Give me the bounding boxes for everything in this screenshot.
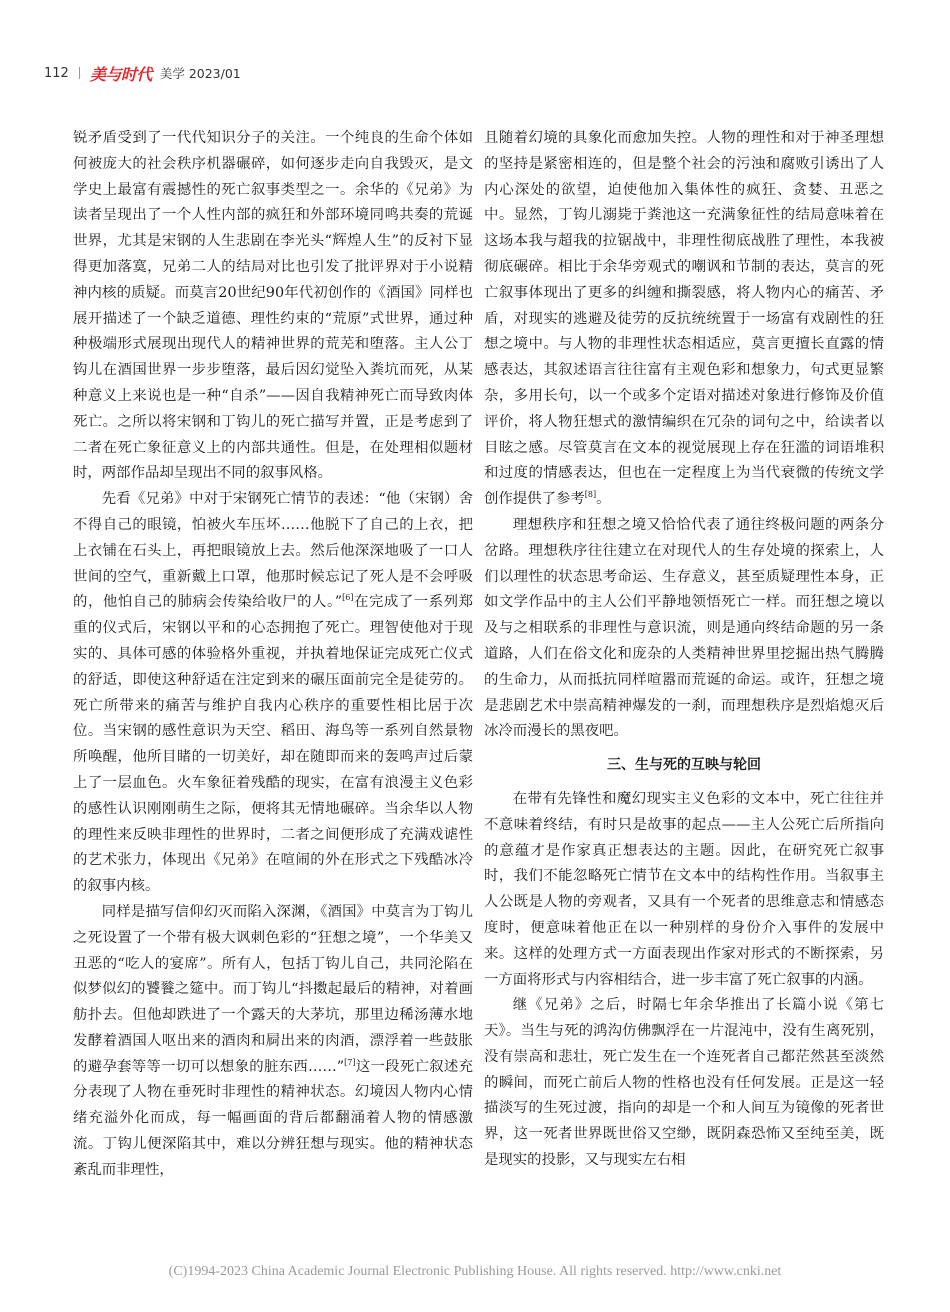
paragraph-text: 同样是描写信仰幻灭而陷入深渊，《酒国》中莫言为丁钩儿之死设置了一个带有极大讽刺色彩的“狂想之境”，一个华美又丑恶的“吃人的宴席”。所有人，包括丁钩儿自己，共同沦陷在似梦似幻的饕餮之筵中。而丁钩儿“抖擞起最后的精神，对着画舫扑去。但他却跌进了一个露天的大茅坑，那里边稀汤薄水地发酵着酒国人呕出来的酒肉和屙出来的肉酒，漂浮着一些鼓胀的避孕套等等一切可以想象的脏东西……”: [73, 903, 473, 1075]
paragraph: 理想秩序和狂想之境又恰恰代表了通往终极问题的两条分岔路。理想秩序往往建立在对现代人的生存处境的探索上，人们以理性的状态思考命运、生存意义，甚至质疑理性本身，正如文学作品中的主人公们平静地领悟死亡一样。而狂想之境以及与之相联系的非理性与意识流，则是通向终结命题的另一条道路，人们在俗文化和庞杂的人类精神世界里挖掘出热气腾腾的生命力，从而抵抗同样喧嚣而荒诞的命运。或许，狂想之境是悲剧艺术中崇高精神爆发的一刹，而理想秩序是烈焰熄灭后冰冷而漫长的黑夜吧。: [484, 516, 884, 740]
journal-logo: 美与时代: [89, 64, 152, 84]
paragraph: [484, 126, 884, 513]
header-divider: [79, 67, 80, 79]
paragraph-text: 先看《兄弟》中对于宋钢死亡情节的表述：“他（宋钢）舍不得自己的眼镜，怕被火车压坏……他脱下了自己的上衣，把上衣铺在石头上，再把眼镜放上去。然后他深深地吸了一口人世间的空气，重新戴上口罩，他那时候忘记了死人是不会呼吸的，他怕自己的肺病会传染给收尸的人。”: [73, 491, 473, 611]
paragraph: 锐矛盾受到了一代代知识分子的关注。一个纯良的生命个体如何被庞大的社会秩序机器碾碎，如何逐步走向自我毁灭，是文学史上最富有震撼性的死亡叙事类型之一。余华的《兄弟》为读者呈现出了一个人性内部的疯狂和外部环境同鸣共奏的荒诞世界，尤其是宋钢的人生悲剧在李光头“辉煌人生”的反衬下显得更加落寞，兄弟二人的结局对比也引发了批评界对于小说精神内核的质疑。而莫言20世纪90年代初创作的《酒国》同样也展开描述了一个缺乏道德、理性约束的“荒原”式世界，通过种种极端形式展现出现代人的精神世界的荒芜和堕落。主人公丁钩儿在酒国世界一步步堕落，最后因幻觉坠入粪坑而死，从某种意义上来说也是一种“自杀”——因自我精神死亡而导致肉体死亡。之所以将宋钢和丁钩儿的死亡描写并置，正是考虑到了二者在死亡象征意义上的内部共通性。但是，在处理相似题材时，两部作品却呈现出不同的叙事风格。: [73, 130, 473, 482]
right-column: [484, 126, 884, 1174]
copyright-footer: (C)1994-2023 China Academic Journal Electronic Publishing House. All rights reserved. http://www.cnki.net: [168, 1264, 782, 1279]
journal-issue: 美学 2023/01: [159, 66, 241, 81]
paragraph: [73, 900, 473, 1184]
paragraph: 继《兄弟》之后，时隔七年余华推出了长篇小说《第七天》。当生与死的鸿沟仿佛飘浮在一片混沌中，没有生离死别，没有崇高和悲壮，死亡发生在一个连死者自己都茫然甚至淡然的瞬间，而死亡前后人物的性格也没有任何发展。正是这一轻描淡写的生死过渡，指向的却是一个和人间互为镜像的死者世界，这一死者世界既世俗又空缈，既阴森恐怖又至纯至美，既是现实的投影，又与现实左右相: [484, 997, 884, 1169]
paragraph-text: 且随着幻境的具象化而愈加失控。人物的理性和对于神圣理想的坚持是紧密相连的，但是整个社会的污浊和腐败引诱出了人内心深处的欲望，迫使他加入集体性的疯狂、贪婪、丑恶之中。显然，丁钩儿溺毙于粪池这一充满象征性的结局意味着在这场本我与超我的拉锯战中，非理性彻底战胜了理性，本我被彻底碾碎。相比于余华旁观式的嘲讽和节制的表达，莫言的死亡叙事体现出了更多的纠缠和撕裂感，将人物内心的痛苦、矛盾，对现实的逃避及徒劳的反抗统统置于一场富有戏剧性的狂想之境中。与人物的非理性状态相适应，莫言更擅长直露的情感表达，其叙述语言往往富有主观色彩和想象力，句式更显繁杂，多用长句，以一个或多个定语对描述对象进行修饰及价值评价，将人物狂想式的激情编织在冗杂的词句之中，给读者以目眩之感。尽管莫言在文本的视觉展现上存在狂滥的词语堆积和过度的情感表达，但也在一定程度上为当代衰微的传统文学创作提供了参考: [484, 130, 884, 508]
citation-ref: [6]: [342, 593, 354, 603]
paragraph: [73, 487, 473, 900]
section-title: 三、生与死的互映与轮回: [607, 757, 761, 774]
paragraph-text: 在完成了一系列郑重的仪式后，宋钢以平和的心态拥抱了死亡。理智使他对于现实的、具体可感的体验格外重视，并执着地保证完成死亡仪式的舒适，即使这种舒适在注定到来的碾压面前完全是徒劳的。死亡所带来的痛苦与维护自我内心秩序的重要性相比居于次位。当宋钢的感性意识为天空、稻田、海鸟等一系列自然景物所唤醒，他所目睹的一切美好，却在随即而来的轰鸣声过后蒙上了一层血色。火车象征着残酷的现实，在富有浪漫主义色彩的感性认识刚刚萌生之际，便将其无情地碾碎。当余华以人物的理性来反映非理性的世界时，二者之间便形成了充满戏谑性的艺术张力，体现出《兄弟》在喧闹的外在形式之下残酷冰冷的叙事内核。: [73, 594, 473, 895]
paragraph-text: 这一段死亡叙述充分表现了人物在垂死时非理性的精神状态。幻境因人物内心情绪充溢外化而成，每一幅画面的背后都翻涌着人物的情感激流。丁钩儿便深陷其中，难以分辨狂想与现实。他的精神状态紊乱而非理性，: [73, 1058, 473, 1178]
running-header: [44, 62, 241, 84]
paragraph: 在带有先锋性和魔幻现实主义色彩的文本中，死亡往往并不意味着终结，有时只是故事的起点——主人公死亡后所指向的意蕴才是作家真正想表达的主题。因此，在研究死亡叙事时，我们不能忽略死亡情节在文本中的结构性作用。当叙事主人公既是人物的旁观者，又具有一个死者的思维意志和情感态度时，便意味着他正在以一种别样的身份介入事件的发展中来。这样的处理方式一方面表现出作家对形式的不断探索，另一方面将形式与内容相结合，进一步丰富了死亡叙事的内涵。: [484, 790, 884, 988]
left-column: [73, 126, 473, 1184]
paragraph-text: 。: [596, 491, 611, 508]
citation-ref: [8]: [584, 490, 597, 500]
citation-ref: [7]: [344, 1057, 356, 1067]
page-number: 112: [44, 65, 69, 81]
